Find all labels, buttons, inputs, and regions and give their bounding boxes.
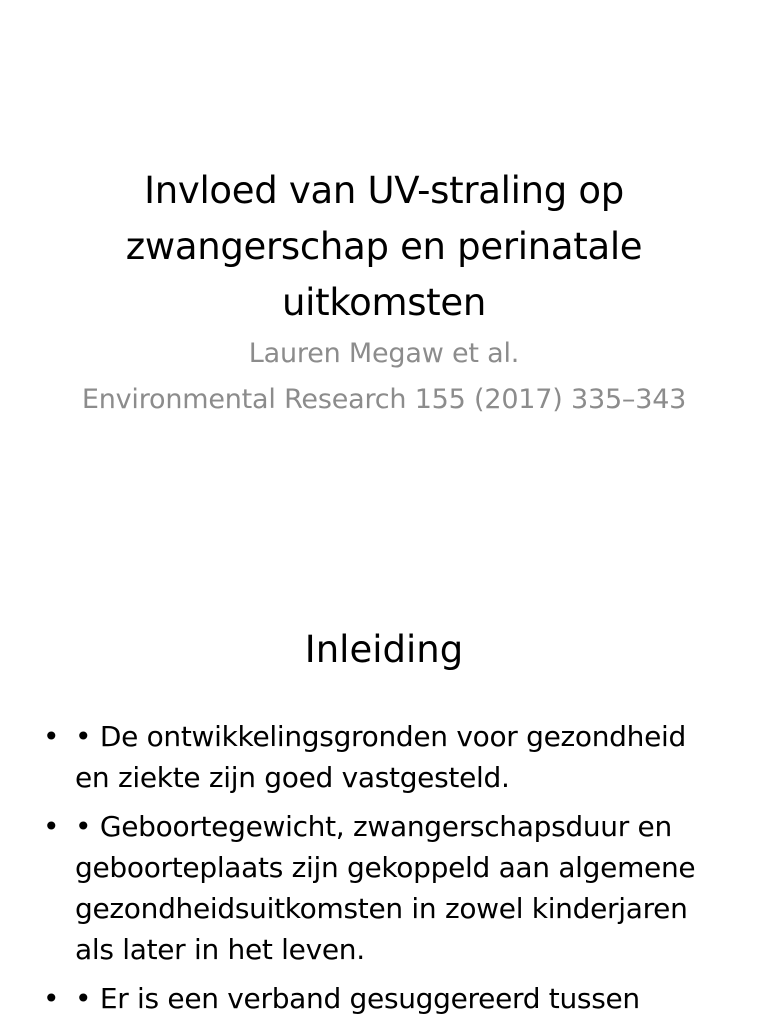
author-line: Lauren Megaw et al. [248, 338, 520, 369]
bullet-text: • De ontwikkelingsgronden voor gezondheid en ziekte zijn goed vastgesteld. [75, 720, 686, 794]
list-item [0, 978, 768, 1019]
slide-title: Invloed van UV-straling op zwangerschap en perinatale uitkomsten [125, 169, 643, 324]
list-item [0, 716, 768, 798]
bullet-marker: • [43, 720, 60, 753]
bullet-marker: • [43, 810, 60, 843]
list-item [0, 806, 768, 970]
bullet-list [0, 716, 768, 1027]
bullet-marker: • [43, 982, 60, 1015]
section-heading: Inleiding [304, 628, 464, 671]
bullet-text: • Geboortegewicht, zwangerschapsduur en geboorteplaats zijn gekoppeld aan algemene gezondheidsuitkomsten in zowel kinderjaren als later in het leven. [75, 810, 696, 966]
bullet-text: • Er is een verband gesuggereerd tussen [75, 982, 640, 1015]
journal-citation: Environmental Research 155 (2017) 335–343 [81, 384, 687, 415]
